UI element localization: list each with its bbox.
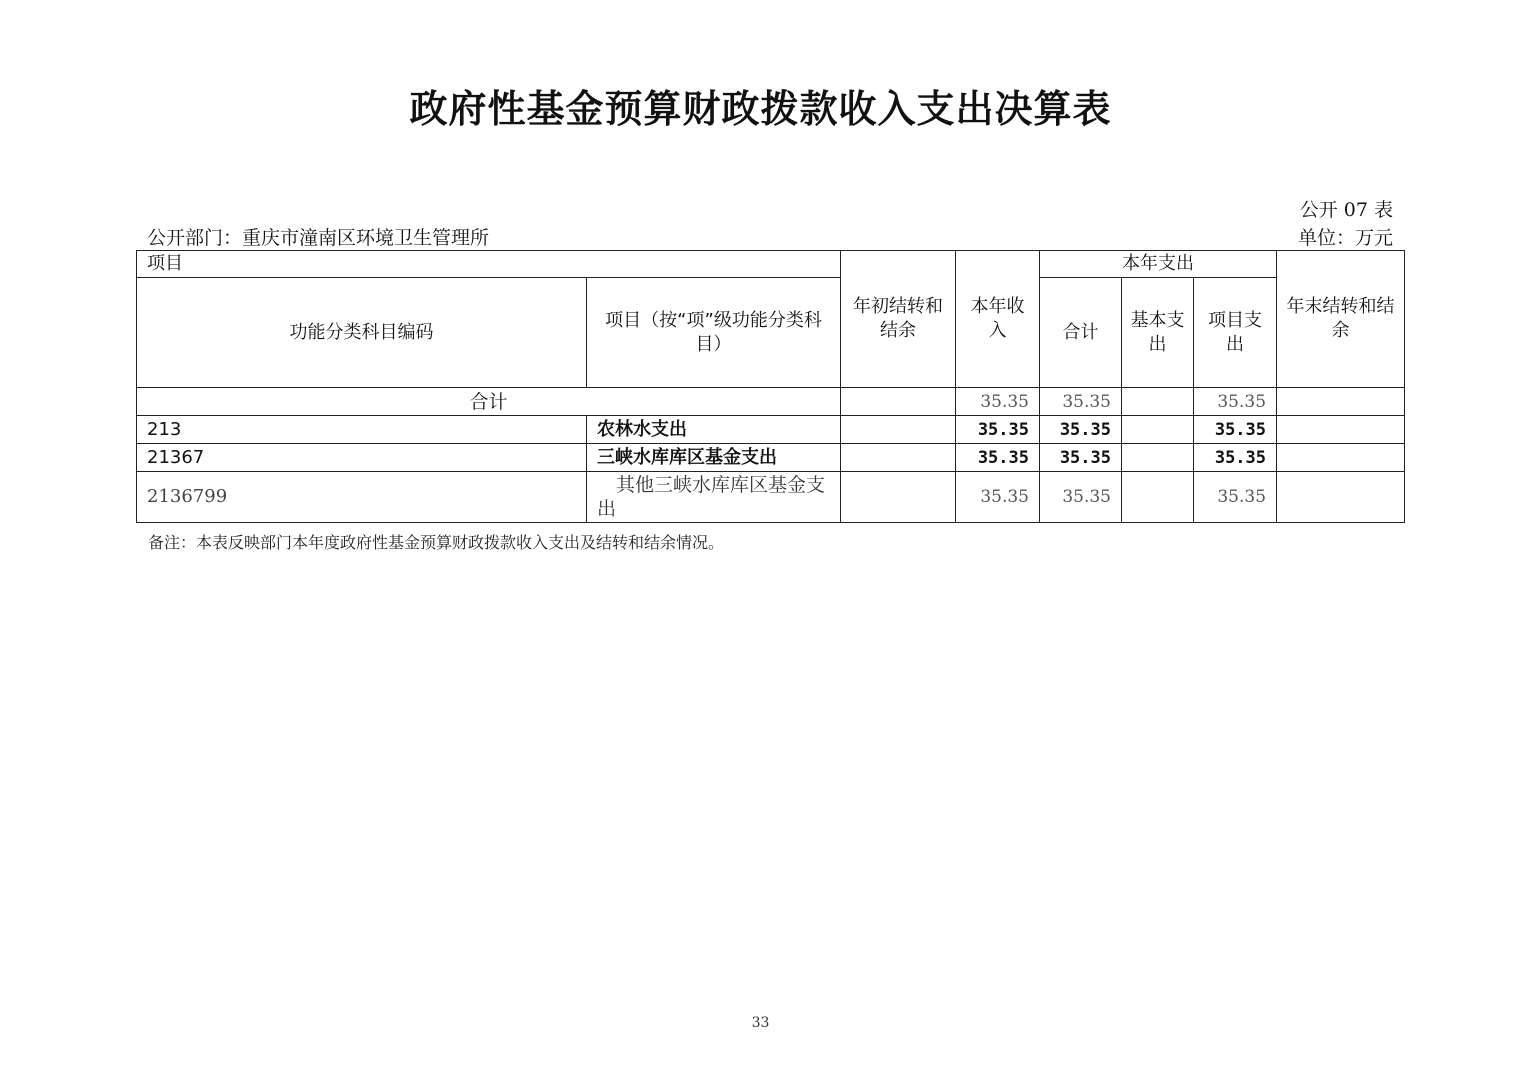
row-basic [1122, 416, 1194, 444]
row-code: 213 [137, 416, 587, 444]
row-project: 35.35 [1194, 416, 1277, 444]
row-expense-total: 35.35 [1040, 444, 1122, 472]
page-number: 33 [751, 1015, 770, 1031]
total-basic [1122, 388, 1194, 416]
row-basic [1122, 444, 1194, 472]
header-beginning-balance: 年初结转和结余 [841, 251, 956, 388]
header-row-top [137, 251, 1405, 278]
header-project: 项目 [137, 251, 841, 278]
row-basic [1122, 472, 1194, 523]
total-beginning [841, 388, 956, 416]
header-basic-expense: 基本支出 [1122, 278, 1194, 388]
total-expense-total: 35.35 [1040, 388, 1122, 416]
row-name: 其他三峡水库库区基金支出 [587, 472, 841, 523]
header-project-expense: 项目支出 [1194, 278, 1277, 388]
budget-table [136, 250, 1405, 523]
header-current-income: 本年收入 [956, 251, 1040, 388]
row-name: 农林水支出 [587, 416, 841, 444]
total-row [137, 388, 1405, 416]
row-beginning [841, 444, 956, 472]
header-row-sub [137, 278, 1405, 388]
footnote: 备注：本表反映部门本年度政府性基金预算财政拨款收入支出及结转和结余情况。 [148, 533, 725, 552]
department-label: 公开部门：重庆市潼南区环境卫生管理所 [147, 227, 490, 249]
row-project: 35.35 [1194, 472, 1277, 523]
row-project: 35.35 [1194, 444, 1277, 472]
row-expense-total: 35.35 [1040, 416, 1122, 444]
header-expense-total: 合计 [1040, 278, 1122, 388]
row-code: 21367 [137, 444, 587, 472]
header-func-code: 功能分类科目编码 [137, 278, 587, 388]
row-ending [1277, 416, 1405, 444]
total-income: 35.35 [956, 388, 1040, 416]
table-row [137, 444, 1405, 472]
row-income: 35.35 [956, 444, 1040, 472]
row-income: 35.35 [956, 416, 1040, 444]
header-item-name: 项目（按“项”级功能分类科目） [587, 278, 841, 388]
row-beginning [841, 416, 956, 444]
table-number: 公开 07 表 [1299, 199, 1393, 221]
page-title: 政府性基金预算财政拨款收入支出决算表 [409, 87, 1112, 131]
row-ending [1277, 444, 1405, 472]
total-project: 35.35 [1194, 388, 1277, 416]
row-ending [1277, 472, 1405, 523]
unit-label: 单位：万元 [1297, 227, 1393, 249]
table-row [137, 472, 1405, 523]
total-ending [1277, 388, 1405, 416]
header-current-expense: 本年支出 [1040, 251, 1277, 278]
row-name: 三峡水库库区基金支出 [587, 444, 841, 472]
table-row [137, 416, 1405, 444]
header-ending-balance: 年末结转和结余 [1277, 251, 1405, 388]
row-code: 2136799 [137, 472, 587, 523]
total-label: 合计 [137, 388, 841, 416]
row-beginning [841, 472, 956, 523]
row-expense-total: 35.35 [1040, 472, 1122, 523]
row-income: 35.35 [956, 472, 1040, 523]
